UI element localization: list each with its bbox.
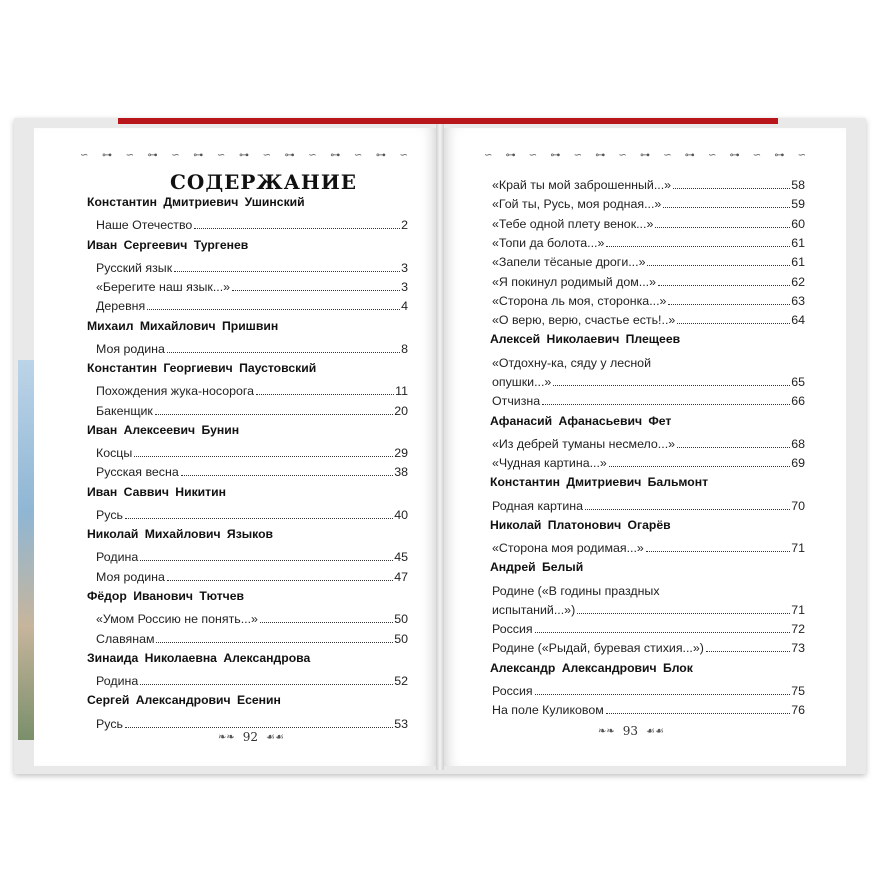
ornament-unit: ⊶ bbox=[550, 149, 561, 161]
ornament-unit: ∽ bbox=[308, 149, 317, 161]
toc-entry-title: Косцы bbox=[96, 446, 133, 461]
dot-leader bbox=[655, 227, 790, 228]
author-heading: Афанасий Афанасьевич Фет bbox=[490, 413, 672, 428]
ornament-border-icon bbox=[484, 149, 806, 161]
author-heading: Фёдор Иванович Тютчев bbox=[87, 589, 245, 603]
toc-entry bbox=[96, 384, 408, 398]
toc-entry bbox=[492, 622, 805, 636]
dot-leader bbox=[647, 265, 790, 266]
toc-entry-title: Россия bbox=[492, 622, 533, 637]
toc-page-number: 63 bbox=[791, 293, 805, 308]
toc-entry bbox=[96, 717, 408, 731]
toc-page-number: 71 bbox=[791, 541, 805, 555]
toc-page-number: 2 bbox=[401, 218, 408, 233]
toc-entry bbox=[492, 541, 805, 555]
dot-leader bbox=[606, 246, 790, 247]
ornament-unit: ∽ bbox=[262, 149, 271, 161]
toc-entry-title: «Гой ты, Русь, моя родная...» bbox=[492, 197, 662, 212]
toc-entry bbox=[96, 299, 408, 313]
ornament-unit: ∽ bbox=[528, 149, 538, 161]
author-heading: Иван Сергеевич Тургенев bbox=[87, 237, 249, 252]
ornament-unit: ∽ bbox=[125, 149, 135, 161]
toc-page-number: 62 bbox=[791, 274, 805, 289]
toc-page-number: 20 bbox=[394, 403, 408, 418]
spine-accent bbox=[118, 118, 778, 124]
toc-entry bbox=[492, 375, 805, 389]
ornament-unit: ∽ bbox=[399, 149, 408, 161]
dot-leader bbox=[673, 188, 790, 189]
dot-leader bbox=[140, 560, 393, 561]
dot-leader bbox=[553, 385, 790, 386]
toc-entry bbox=[492, 703, 805, 717]
toc-entry bbox=[96, 674, 408, 688]
author-heading: Сергей Александрович Есенин bbox=[87, 693, 281, 708]
toc-entry-title: Родная картина bbox=[492, 498, 583, 513]
toc-entry bbox=[96, 570, 408, 584]
toc-entry bbox=[492, 255, 805, 269]
ornament-unit: ∽ bbox=[573, 149, 582, 161]
dot-leader bbox=[535, 694, 791, 695]
author-heading: Константин Дмитриевич Ушинский bbox=[87, 195, 305, 209]
toc-entry-title: Россия bbox=[492, 683, 533, 698]
toc-entry-title: Русь bbox=[96, 716, 123, 731]
toc-entry bbox=[96, 261, 408, 275]
toc-entry-title: Похождения жука-носорога bbox=[96, 384, 255, 399]
toc-entry bbox=[492, 456, 805, 470]
ornament-unit: ⊶ bbox=[284, 149, 295, 161]
toc-entry-title: «Сторона моя родимая...» bbox=[492, 541, 644, 555]
toc-entry-title: Наше Отечество bbox=[96, 218, 193, 233]
toc-entry-title: «Из дебрей туманы несмело...» bbox=[492, 436, 676, 451]
toc-entry bbox=[96, 465, 408, 479]
dot-leader bbox=[542, 404, 790, 405]
ornament-unit: ⊶ bbox=[102, 149, 113, 161]
toc-entry bbox=[492, 217, 805, 231]
toc-entry-title: «Берегите наш язык...» bbox=[96, 280, 231, 294]
toc-page-number: 53 bbox=[394, 716, 408, 731]
toc-entry-title: Русская весна bbox=[96, 465, 179, 480]
author-heading: Константин Георгиевич Паустовский bbox=[87, 361, 317, 376]
author-heading: Иван Саввич Никитин bbox=[87, 484, 226, 499]
dot-leader bbox=[140, 684, 393, 685]
toc-page-number: 66 bbox=[791, 394, 805, 409]
toc-entry bbox=[492, 394, 805, 408]
toc-page-number: 38 bbox=[394, 465, 408, 480]
dot-leader bbox=[194, 228, 400, 229]
toc-entry-title: Деревня bbox=[96, 299, 146, 314]
scroll-ornament-icon: ☙☙ bbox=[646, 725, 664, 737]
toc-page-number: 29 bbox=[394, 446, 408, 461]
toc-entry bbox=[96, 508, 408, 522]
toc-entry-title: «Сторона ль моя, сторонка...» bbox=[492, 293, 667, 308]
ornament-unit: ∽ bbox=[484, 149, 493, 161]
toc-entry bbox=[96, 404, 408, 418]
toc-page-number: 50 bbox=[394, 612, 408, 627]
toc-page-number: 59 bbox=[791, 197, 805, 212]
scroll-ornament-icon: ❧❧ bbox=[598, 725, 615, 737]
dot-leader bbox=[125, 727, 393, 728]
toc-entry-title: Славянам bbox=[96, 631, 155, 646]
page-title: СОДЕРЖАНИЕ bbox=[170, 170, 357, 194]
dot-leader bbox=[156, 642, 393, 643]
toc-entry-title: Русский язык bbox=[96, 260, 173, 275]
ornament-unit: ⊶ bbox=[729, 149, 740, 161]
ornament-unit: ⊶ bbox=[375, 149, 386, 161]
toc-page-number: 65 bbox=[791, 374, 805, 389]
author-heading: Андрей Белый bbox=[490, 560, 584, 575]
toc-entry bbox=[492, 197, 805, 211]
ornament-unit: ⊶ bbox=[595, 149, 606, 161]
dot-leader bbox=[663, 207, 790, 208]
dot-leader bbox=[174, 271, 400, 272]
author-heading: Александр Александрович Блок bbox=[490, 660, 693, 675]
toc-entry-title: испытаний...») bbox=[492, 602, 576, 617]
toc-entry-title: «Умом Россию не понять...» bbox=[96, 612, 258, 627]
ornament-unit: ⊶ bbox=[505, 149, 516, 161]
toc-entry-title: «Запели тёсаные дроги...» bbox=[492, 255, 646, 270]
toc-entry bbox=[96, 218, 408, 232]
book-gutter bbox=[436, 124, 444, 770]
author-heading: Николай Платонович Огарёв bbox=[490, 517, 671, 532]
ornament-unit: ⊶ bbox=[330, 149, 341, 161]
toc-entry bbox=[96, 280, 408, 294]
dot-leader bbox=[585, 509, 790, 510]
ornament-unit: ⊶ bbox=[774, 149, 785, 161]
toc-page-number: 60 bbox=[791, 216, 805, 231]
toc-entry-title: «Я покинул родимый дом...» bbox=[492, 274, 656, 289]
toc-page-number: 61 bbox=[791, 235, 805, 250]
toc-entry bbox=[492, 294, 805, 308]
author-heading: Зинаида Николаевна Александрова bbox=[87, 650, 311, 665]
toc-page-number: 50 bbox=[394, 631, 408, 646]
toc-entry-title: «Тебе одной плету венок...» bbox=[492, 216, 654, 231]
ornament-unit: ⊶ bbox=[147, 149, 158, 161]
dot-leader bbox=[535, 632, 791, 633]
dot-leader bbox=[658, 285, 790, 286]
toc-entry-title: «Чудная картина...» bbox=[492, 456, 607, 470]
ornament-unit: ∽ bbox=[353, 149, 363, 161]
toc-entry-title: Родина bbox=[96, 674, 139, 688]
toc-page-number: 61 bbox=[791, 255, 805, 270]
dot-leader bbox=[606, 713, 790, 714]
toc-entry bbox=[492, 603, 805, 617]
page-number: 93 bbox=[622, 724, 639, 738]
toc-page-number: 71 bbox=[791, 602, 805, 617]
dot-leader bbox=[668, 304, 790, 305]
toc-page-number: 4 bbox=[401, 299, 408, 314]
dot-leader bbox=[646, 551, 790, 552]
toc-page-number: 76 bbox=[791, 703, 805, 718]
toc-entry-title: Русь bbox=[96, 507, 123, 522]
toc-entry-title: опушки...» bbox=[492, 374, 552, 389]
toc-entry-title: Моя родина bbox=[96, 341, 165, 356]
dot-leader bbox=[256, 394, 394, 395]
dot-leader bbox=[677, 323, 790, 324]
toc-page-number: 40 bbox=[394, 507, 408, 522]
toc-page-number: 11 bbox=[395, 384, 408, 399]
toc-entry-title: Отчизна bbox=[492, 394, 541, 409]
dot-leader bbox=[577, 613, 790, 614]
ornament-unit: ⊶ bbox=[639, 149, 650, 161]
toc-entry bbox=[492, 641, 805, 655]
toc-entry-title: Родина bbox=[96, 550, 139, 565]
ornament-unit: ∽ bbox=[171, 149, 180, 161]
ornament-unit: ⊶ bbox=[193, 149, 204, 161]
toc-entry-title: «О верю, верю, счастье есть!..» bbox=[492, 313, 676, 328]
toc-entry bbox=[492, 275, 805, 289]
toc-entry bbox=[96, 550, 408, 564]
toc-entry-title: Родине («Рыдай, буревая стихия...») bbox=[492, 641, 704, 656]
ornament-unit: ∽ bbox=[80, 149, 89, 161]
toc-page-number: 45 bbox=[394, 550, 408, 565]
ornament-border-icon bbox=[80, 149, 408, 161]
dot-leader bbox=[677, 447, 790, 448]
ornament-unit: ∽ bbox=[752, 149, 762, 161]
ornament-unit: ⊶ bbox=[238, 149, 249, 161]
toc-entry-title: Родине («В годины праздных bbox=[492, 583, 660, 598]
toc-page-number: 75 bbox=[791, 683, 805, 698]
page-number: 92 bbox=[242, 730, 259, 744]
toc-entry-title: Бакенщик bbox=[96, 403, 153, 418]
toc-page-number: 58 bbox=[791, 178, 805, 192]
author-heading: Константин Дмитриевич Бальмонт bbox=[490, 475, 709, 490]
ornament-unit: ∽ bbox=[216, 149, 226, 161]
toc-page-number: 3 bbox=[401, 280, 408, 294]
toc-entry-title: Моя родина bbox=[96, 569, 165, 584]
ornament-unit: ∽ bbox=[797, 149, 806, 161]
author-heading: Алексей Николаевич Плещеев bbox=[490, 332, 681, 347]
toc-entry bbox=[492, 236, 805, 250]
toc-entry bbox=[96, 632, 408, 646]
toc-page-number: 73 bbox=[791, 641, 805, 656]
dot-leader bbox=[609, 466, 790, 467]
scroll-ornament-icon: ❧❧ bbox=[218, 731, 235, 743]
toc-entry bbox=[96, 342, 408, 356]
toc-entry bbox=[492, 178, 805, 192]
dot-leader bbox=[706, 651, 790, 652]
toc-entry bbox=[492, 313, 805, 327]
toc-entry-title: На поле Куликовом bbox=[492, 703, 604, 718]
dot-leader bbox=[232, 290, 400, 291]
toc-page-number: 3 bbox=[401, 260, 408, 275]
toc-page-number: 68 bbox=[791, 436, 805, 451]
author-heading: Иван Алексеевич Бунин bbox=[87, 422, 240, 437]
dot-leader bbox=[147, 309, 400, 310]
toc-page-number: 8 bbox=[401, 341, 408, 356]
author-heading: Николай Михайлович Языков bbox=[87, 527, 274, 542]
toc-entry bbox=[96, 446, 408, 460]
toc-entry bbox=[96, 612, 408, 626]
dot-leader bbox=[167, 580, 393, 581]
ornament-unit: ∽ bbox=[707, 149, 717, 161]
toc-entry-title: «Край ты мой заброшенный...» bbox=[492, 178, 672, 192]
scroll-ornament-icon: ☙☙ bbox=[266, 731, 284, 743]
toc-page-number: 47 bbox=[394, 569, 408, 584]
toc-entry bbox=[492, 499, 805, 513]
toc-page-number: 70 bbox=[791, 498, 805, 513]
dot-leader bbox=[134, 456, 393, 457]
toc-page-number: 72 bbox=[791, 622, 805, 637]
author-heading: Михаил Михайлович Пришвин bbox=[87, 318, 279, 333]
toc-entry bbox=[492, 684, 805, 698]
dot-leader bbox=[260, 622, 393, 623]
toc-entry-title: «Топи да болота...» bbox=[492, 235, 605, 250]
ornament-unit: ∽ bbox=[663, 149, 672, 161]
dot-leader bbox=[181, 475, 393, 476]
toc-page-number: 64 bbox=[791, 313, 805, 328]
left-page-folio bbox=[218, 730, 284, 744]
ornament-unit: ∽ bbox=[618, 149, 627, 161]
dot-leader bbox=[167, 352, 400, 353]
dot-leader bbox=[155, 414, 393, 415]
toc-page-number: 69 bbox=[791, 456, 805, 470]
toc-page-number: 52 bbox=[394, 674, 408, 688]
toc-entry bbox=[492, 437, 805, 451]
dot-leader bbox=[125, 518, 393, 519]
right-page-folio bbox=[598, 724, 664, 738]
toc-entry-title: «Отдохну-ка, сяду у лесной bbox=[492, 355, 651, 370]
ornament-unit: ⊶ bbox=[684, 149, 695, 161]
